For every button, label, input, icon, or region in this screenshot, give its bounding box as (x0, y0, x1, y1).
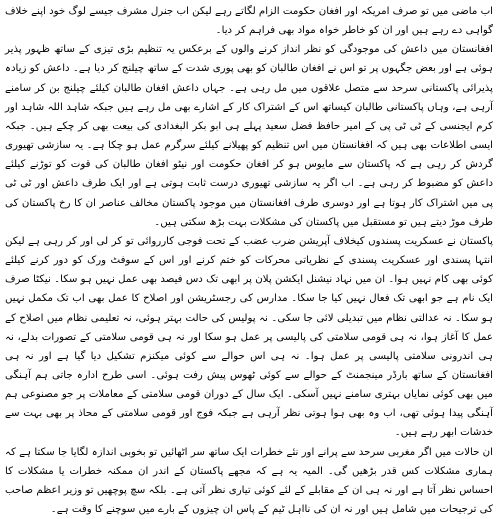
article-paragraph-4: ان حالات میں اگر مغربی سرحد سے پرانے اور نئے خطرات ایک ساتھ سر اٹھائیں تو بخوبی اندازہ لگایا جا سکتا ہے کہ ہماری مشکلات کس قدر بڑھیں گی۔ المیہ یہ ہے کہ مجھے پاکستان کے اندر ان ممکنہ خطرات یا مشکلات کا احساس نظر آتا ہے اور نہ ہی ان کے مقابلے کے لئے کوئی تیاری نظر آتی ہے۔ بلکہ سچ پوچھیں تو وزیر اعظم صاحب کی ترجیحات میں شامل ہیں اور نہ ان کی نااہل ٹیم کے پاس ان چیزوں کے بارے میں سوچنے کا وقت ہے۔ (5, 446, 493, 516)
article-paragraph-1: اب ماضی میں تو صرف امریکہ اور افغان حکومت الزام لگاتے رہے لیکن اب جنرل مشرف جیسے لوگ خود اپنے خلاف گواہی دے رہے ہیں اور ان کو خاطر خواہ مواد بھی فراہم کر دیا۔ (5, 6, 493, 37)
article-paragraph-3: پاکستان نے عسکریت پسندوں کیخلاف آپریشن ضرب عضب کے تحت فوجی کارروائی تو کر لی اور کر رہی ہے لیکن انتہا پسندی اور عسکریت پسندی کے نظریاتی محرکات کو ختم کرنے اور اس کے سوفٹ ورک کو دور کرنے کیلئے کوئی بھی کام نہیں ہوا۔ ان میں نہاد نیشنل ایکشن پلان پر ابھی تک دس فیصد بھی عمل نہیں ہو سکا۔ نیکٹا صرف ایک نام ہے جو ابھی تک فعال نہیں کیا جا سکا۔ مدارس کی رجسٹریشن اور اصلاح کا عمل بھی اب تک مکمل نہیں ہو سکا۔ نہ عدالتی نظام میں تبدیلی لائی جا سکی۔ نہ پولیس کی حالت بہتر ہوئی، نہ تعلیمی نظام میں اصلاح کے عمل کا آغاز ہوا، نہ ہی قومی سلامتی کی پالیسی پر عمل ہو سکا اور نہ ہی قومی سلامتی کے تصورات بدلے، نہ ہی اندرونی سلامتی پالیسی پر عمل ہوا۔ نہ ہی اس حوالے سے کوئی میکنزم تشکیل دیا گیا ہے اور نہ ہی افغانستان کے ساتھ بارڈر مینجمنٹ کے حوالے سے کوئی ٹھوس پیش رفت ہوئی۔ اسی طرح ادارہ جاتی ہم آہنگی میں بھی کوئی نمایاں بہتری سامنے نہیں آسکی۔ ایک سال کے دوران قومی سلامتی کے معاملات پر جو مصنوعی ہم آہنگی پیدا ہوئی تھی، اب وہ بھی ہوا ہوتی نظر آرہی ہے جبکہ فوج اور قومی سلامتی کے محاذ پر بھی بہت سے خدشات ابھر رہے ہیں۔ (5, 235, 493, 439)
article-paragraph-2: افغانستان میں داعش کی موجودگی کو نظر انداز کرنے والوں کے برعکس یہ تنظیم بڑی تیزی کے ساتھ ظہور پذیر ہوئی ہے اور بعض جگہوں پر تو اس نے افغان طالبان کو بھی پوری شدت کے ساتھ چیلنج کر دیا ہے۔ داعش کو زیادہ پذیرائی پاکستانی سرحد سے متصل علاقوں میں مل رہی ہے۔ جہاں داعش افغان طالبان کیلئے چیلنج بن کر سامنے آرہی ہے، وہاں پاکستانی طالبان کیساتھ اس کے اشتراک کار کے اشارے بھی مل رہے ہیں جبکہ شاہد اللہ شاہد اور کرم ایجنسی کے ٹی ٹی پی کے امیر حافظ فضل سعید پہلے ہی ابو بکر البغدادی کی بیعت بھی کر چکے ہیں۔ جبکہ ایسی اطلاعات بھی ہیں کہ افغانستان میں اس تنظیم کو پھیلانے کیلئے سرگرم عمل ہو چکا ہے۔ یہ سازشی تھیوری گردش کر رہی ہے کہ پاکستان سے مایوس ہو کر افغان حکومت اور نیٹو افغان طالبان کی قوت کو توڑنے کیلئے داعش کو مضبوط کر رہی ہے۔ اب اگر یہ سازشی تھیوری درست ثابت ہوتی ہے اور ایک طرف داعش اور ٹی ٹی پی میں اشتراک کار ہوتا ہے اور دوسری طرف افغانستان میں موجود پاکستان مخالف عناصر ان کا رخ پاکستان کی طرف موڑ دیتے ہیں تو مستقبل میں پاکستان کی مشکلات بہت بڑھ سکتی ہیں۔ (5, 44, 493, 228)
